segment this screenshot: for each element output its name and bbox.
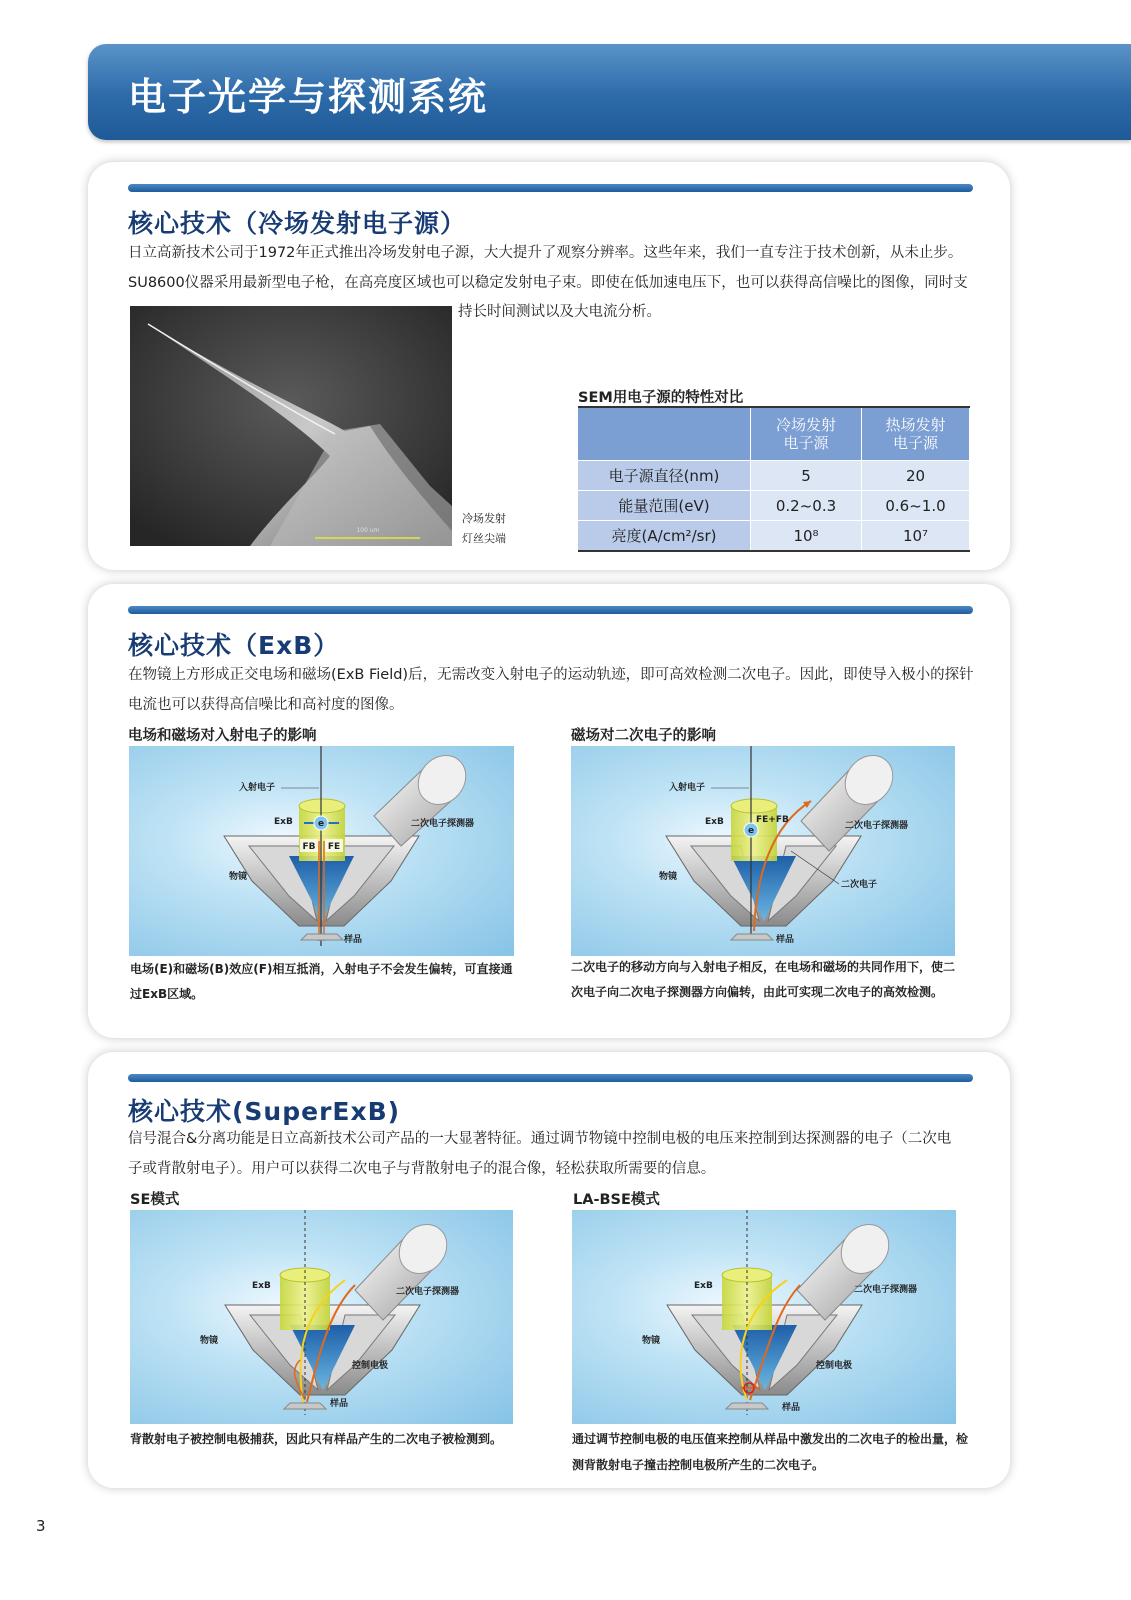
figure-caption-line: 电场(E)和磁场(B)效应(F)相互抵消，入射电子不会发生偏转，可直接通 bbox=[130, 962, 513, 976]
figure-caption-line: 过ExB区域。 bbox=[130, 987, 204, 1001]
panel-exb bbox=[88, 584, 1010, 1038]
section-paragraph-line: 持长时间测试以及大电流分析。 bbox=[458, 304, 661, 320]
table-row bbox=[578, 461, 970, 491]
table-cell: 能量范围(eV) bbox=[578, 491, 751, 521]
sample-label: 样品 bbox=[776, 935, 795, 945]
table-header-cell bbox=[578, 407, 751, 461]
table-cell: 10⁷ bbox=[862, 521, 970, 552]
sem-emitter-image bbox=[130, 306, 452, 546]
page-number: 3 bbox=[36, 1517, 46, 1535]
page-title: 电子光学与探测系统 bbox=[128, 75, 489, 119]
objective-lens-label: 物镜 bbox=[229, 872, 248, 882]
image-caption: 灯丝尖端 bbox=[462, 532, 506, 545]
table-cell: 10⁸ bbox=[751, 521, 862, 552]
section-paragraph-line: 子或背散射电子）。用户可以获得二次电子与背散射电子的混合像，轻松获取所需要的信息。 bbox=[128, 1161, 716, 1177]
section-title: 核心技术（ExB） bbox=[128, 631, 340, 660]
secondary-electron-label: 二次电子 bbox=[841, 880, 878, 890]
objective-lens-label: 物镜 bbox=[200, 1336, 219, 1346]
la-bse-mode-figure bbox=[572, 1210, 956, 1424]
page-header bbox=[88, 44, 1131, 140]
section-title: 核心技术（冷场发射电子源） bbox=[128, 209, 467, 238]
objective-lens-label: 物镜 bbox=[642, 1336, 661, 1346]
table-row bbox=[578, 491, 970, 521]
detector-label: 二次电子探测器 bbox=[854, 1285, 918, 1295]
exb-incident-figure bbox=[129, 746, 514, 956]
figure-caption-line: 通过调节控制电极的电压值来控制从样品中激发出的二次电子的检出量，检 bbox=[572, 1432, 969, 1446]
figure-caption-line: 背散射电子被控制电极捕获，因此只有样品产生的二次电子被检测到。 bbox=[130, 1432, 503, 1446]
electron-label: e bbox=[317, 819, 325, 829]
sample-label: 样品 bbox=[344, 935, 363, 945]
section-paragraph-line: 在物镜上方形成正交电场和磁场(ExB Field)后，无需改变入射电子的运动轨迹，即可高效检测二次电子。因此，即使导入极小的探针 bbox=[128, 667, 974, 683]
control-electrode-label: 控制电极 bbox=[816, 1361, 853, 1371]
incident-electron-label: 入射电子 bbox=[239, 783, 276, 793]
table-cell: 5 bbox=[751, 461, 862, 491]
exb-label: ExB bbox=[694, 1281, 713, 1291]
figure-title: LA-BSE模式 bbox=[573, 1192, 660, 1208]
detector-label: 二次电子探测器 bbox=[411, 819, 475, 829]
force-fe-label: FE bbox=[327, 842, 341, 852]
exb-secondary-figure bbox=[571, 746, 955, 956]
table-cell: 亮度(A/cm²/sr) bbox=[578, 521, 751, 552]
figure-caption-line: 次电子向二次电子探测器方向偏转，由此可实现二次电子的高效检测。 bbox=[571, 985, 944, 999]
figure-title: SE模式 bbox=[130, 1192, 180, 1208]
table-header-row bbox=[578, 407, 970, 461]
panel-cold-field-emission bbox=[88, 162, 1010, 570]
detector-label: 二次电子探测器 bbox=[396, 1287, 460, 1297]
exb-label: ExB bbox=[252, 1281, 271, 1291]
table-cell: 20 bbox=[862, 461, 970, 491]
objective-lens-label: 物镜 bbox=[659, 872, 678, 882]
sample-label: 样品 bbox=[782, 1403, 801, 1413]
table-row bbox=[578, 521, 970, 552]
sample-label: 样品 bbox=[330, 1399, 349, 1409]
section-paragraph-line: SU8600仪器采用最新型电子枪，在高亮度区域也可以稳定发射电子束。即使在低加速电压下，也可以获得高信噪比的图像，同时支 bbox=[128, 275, 968, 291]
section-title: 核心技术(SuperExB) bbox=[128, 1097, 401, 1126]
section-bar bbox=[128, 1074, 973, 1082]
section-bar bbox=[128, 184, 973, 192]
electron-label: e bbox=[747, 826, 755, 836]
incident-electron-label: 入射电子 bbox=[669, 783, 706, 793]
se-mode-figure bbox=[130, 1210, 513, 1424]
figure-caption-line: 二次电子的移动方向与入射电子相反，在电场和磁场的共同作用下，使二 bbox=[571, 960, 956, 974]
figure-title: 磁场对二次电子的影响 bbox=[571, 728, 716, 744]
exb-label: ExB bbox=[274, 817, 293, 827]
emitter-comparison-table bbox=[578, 406, 970, 552]
figure-title: 电场和磁场对入射电子的影响 bbox=[128, 728, 317, 744]
table-header-cell: 热场发射 电子源 bbox=[862, 407, 970, 461]
force-fb-label: FB bbox=[302, 842, 316, 852]
table-title: SEM用电子源的特性对比 bbox=[578, 390, 744, 406]
force-fefb-label: FE+FB bbox=[756, 815, 789, 825]
table-header-cell: 冷场发射 电子源 bbox=[751, 407, 862, 461]
exb-label: ExB bbox=[705, 817, 724, 827]
scale-bar-label: 100 um bbox=[356, 527, 380, 534]
section-paragraph-line: 信号混合&分离功能是日立高新技术公司产品的一大显著特征。通过调节物镜中控制电极的电压来控制到达探测器的电子（二次电 bbox=[128, 1131, 952, 1147]
table-cell: 0.2~0.3 bbox=[751, 491, 862, 521]
section-paragraph-line: 日立高新技术公司于1972年正式推出冷场发射电子源，大大提升了观察分辨率。这些年来，我们一直专注于技术创新，从未止步。 bbox=[128, 245, 963, 261]
image-caption: 冷场发射 bbox=[462, 512, 506, 525]
table-cell: 电子源直径(nm) bbox=[578, 461, 751, 491]
section-bar bbox=[128, 606, 973, 614]
detector-label: 二次电子探测器 bbox=[845, 821, 909, 831]
panel-super-exb bbox=[88, 1052, 1010, 1488]
section-paragraph-line: 电流也可以获得高信噪比和高衬度的图像。 bbox=[128, 697, 404, 713]
figure-caption-line: 测背散射电子撞击控制电极所产生的二次电子。 bbox=[572, 1458, 825, 1472]
control-electrode-label: 控制电极 bbox=[352, 1361, 389, 1371]
table-cell: 0.6~1.0 bbox=[862, 491, 970, 521]
